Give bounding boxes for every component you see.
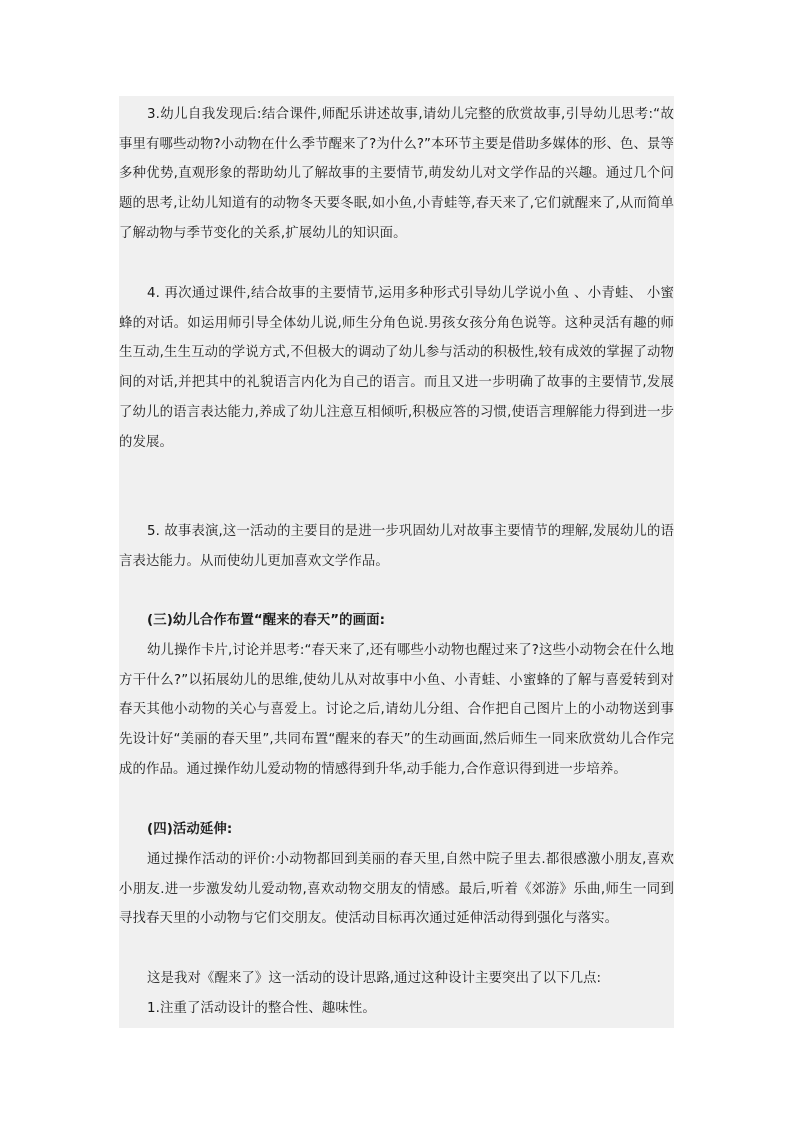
paragraph-design-summary: 这是我对《醒来了》这一活动的设计思路,通过这种设计主要突出了以下几点: <box>147 971 602 986</box>
paragraph-card-operation: 幼儿操作卡片,讨论并思考:“春天来了,还有哪些小动物也醒过来了?这些小动物会在什么地方干什么?”以拓展幼儿的思维,使幼儿从对故事中小鱼、小青蛙、小蜜蜂的了解与喜爱转到对春天其他小动物的关心与喜爱上。讨论之后,请幼儿分组、合作把自己图片上的小动物送到事先设计好“美丽的春天里”,共同布置“醒来的春天”的生动画面,然后师生一同来欣赏幼儿合作完成的作品。通过操作幼儿爱动物的情感得到升华,动手能力,合作意识得到进一步培养。 <box>119 643 674 777</box>
paragraph-self-discovery: 3.幼儿自我发现后:结合课件,师配乐讲述故事,请幼儿完整的欣赏故事,引导幼儿思考:“故事里有哪些动物?小动物在什么季节醒来了?为什么?”本环节主要是借助多媒体的形、色、景等多种优势,直观形象的帮助幼儿了解故事的主要情节,萌发幼儿对文学作品的兴趣。通过几个问题的思考,让幼儿知道有的动物冬天要冬眠,如小鱼,小青蛙等,春天来了,它们就醒来了,从而简单了解动物与季节变化的关系,扩展幼儿的知识面。 <box>119 107 674 241</box>
paragraph-courseware-dialogue: 4. 再次通过课件,结合故事的主要情节,运用多种形式引导幼儿学说小鱼 、小青蛙、 小蜜蜂的对话。如运用师引导全体幼儿说,师生分角色说.男孩女孩分角色说等。这种灵活有趣的师生互动,生生互动的学说方式,不但极大的调动了幼儿参与活动的积极性,较有成效的掌握了动物间的对话,并把其中的礼貌语言内化为自己的语言。而且又进一步明确了故事的主要情节,发展了幼儿的语言表达能力,养成了幼儿注意互相倾听,积极应答的习惯,使语言理解能力得到进一步的发展。 <box>119 286 674 450</box>
paragraph-story-performance: 5. 故事表演,这一活动的主要目的是进一步巩固幼儿对故事主要情节的理解,发展幼儿的语言表达能力。从而使幼儿更加喜欢文学作品。 <box>119 524 674 569</box>
section-heading-cooperation: (三)幼儿合作布置“醒来的春天”的画面: <box>147 613 386 628</box>
section-heading-extension: (四)活动延伸: <box>147 822 233 837</box>
paragraph-point-one: 1.注重了活动设计的整合性、趣味性。 <box>147 1001 376 1016</box>
document-body <box>119 96 674 1028</box>
paragraph-activity-evaluation: 通过操作活动的评价:小动物都回到美丽的春天里,自然中院子里去.都很感激小朋友,喜欢小朋友.进一步激发幼儿爱动物,喜欢动物交朋友的情感。最后,听着《郊游》乐曲,师生一同到寻找春天里的小动物与它们交朋友。使活动目标再次通过延伸活动得到强化与落实。 <box>119 852 674 927</box>
